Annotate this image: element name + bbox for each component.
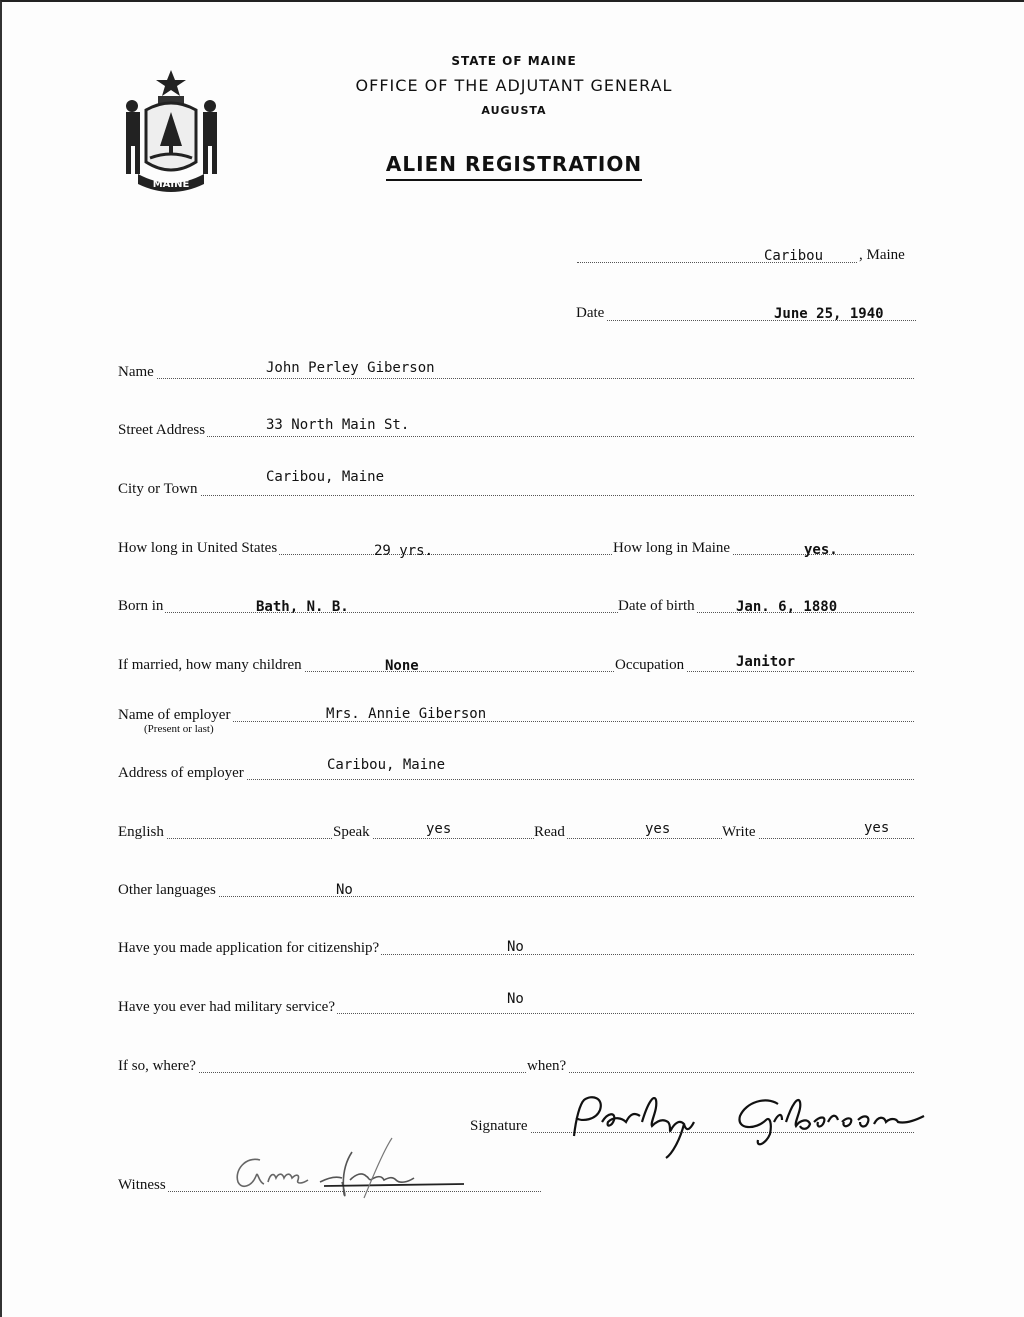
citizenship-value: No <box>507 939 524 955</box>
name-label: Name <box>118 364 154 380</box>
other-languages-value: No <box>336 882 353 898</box>
military-value: No <box>507 991 524 1007</box>
employer-address-label: Address of employer <box>118 765 244 781</box>
street-line <box>118 436 914 437</box>
born-in-label: Born in <box>118 598 164 614</box>
date-value: June 25, 1940 <box>774 306 884 322</box>
street-value: 33 North Main St. <box>266 417 410 433</box>
office-heading: OFFICE OF THE ADJUTANT GENERAL <box>355 76 673 95</box>
place-value: Caribou <box>764 248 824 264</box>
when-label: when? <box>527 1058 567 1074</box>
how-long-maine-value: yes. <box>804 542 838 558</box>
read-value: yes <box>645 821 671 837</box>
write-value: yes <box>864 820 890 836</box>
born-in-value: Bath, N. B. <box>256 599 349 615</box>
form-title <box>2 152 1024 176</box>
city-label: City or Town <box>118 481 198 497</box>
other-languages-label: Other languages <box>118 882 216 898</box>
city-line <box>118 495 914 496</box>
state-heading: STATE OF MAINE <box>451 54 577 68</box>
signature-label: Signature <box>470 1118 528 1134</box>
place-line <box>577 262 867 263</box>
date-of-birth-label: Date of birth <box>618 598 695 614</box>
how-long-us-value: 29 yrs. <box>374 543 434 559</box>
applicant-signature <box>560 1082 950 1162</box>
read-label: Read <box>534 824 565 840</box>
seal-banner-text: MAINE <box>152 179 190 190</box>
occupation-value: Janitor <box>736 654 796 670</box>
occupation-label: Occupation <box>615 657 685 673</box>
children-value: None <box>385 658 419 674</box>
how-long-us-label: How long in United States <box>118 540 278 556</box>
military-label: Have you ever had military service? <box>118 999 335 1015</box>
name-value: John Perley Giberson <box>266 360 435 376</box>
english-label: English <box>118 824 164 840</box>
children-label: If married, how many children <box>118 657 302 673</box>
speak-value: yes <box>426 821 452 837</box>
name-line <box>118 378 914 379</box>
where-line <box>118 1072 914 1073</box>
citizenship-label: Have you made application for citizenship? <box>118 940 380 956</box>
employer-sublabel: (Present or last) <box>144 723 214 735</box>
witness-signature <box>224 1134 474 1204</box>
employer-line <box>118 721 914 722</box>
where-label: If so, where? <box>118 1058 196 1074</box>
date-label: Date <box>576 305 605 321</box>
city-heading: AUGUSTA <box>481 104 547 117</box>
how-long-maine-label: How long in Maine <box>613 540 731 556</box>
witness-label: Witness <box>118 1177 166 1193</box>
write-label: Write <box>722 824 756 840</box>
place-suffix: , Maine <box>859 247 905 263</box>
employer-label: Name of employer <box>118 707 231 723</box>
form-title-text: ALIEN REGISTRATION <box>386 152 642 181</box>
english-line <box>118 838 914 839</box>
employer-value: Mrs. Annie Giberson <box>326 706 487 722</box>
street-label: Street Address <box>118 422 206 438</box>
date-of-birth-value: Jan. 6, 1880 <box>736 599 838 615</box>
other-languages-line <box>118 896 914 897</box>
city-value: Caribou, Maine <box>266 469 385 485</box>
employer-address-value: Caribou, Maine <box>327 757 446 773</box>
speak-label: Speak <box>333 824 370 840</box>
